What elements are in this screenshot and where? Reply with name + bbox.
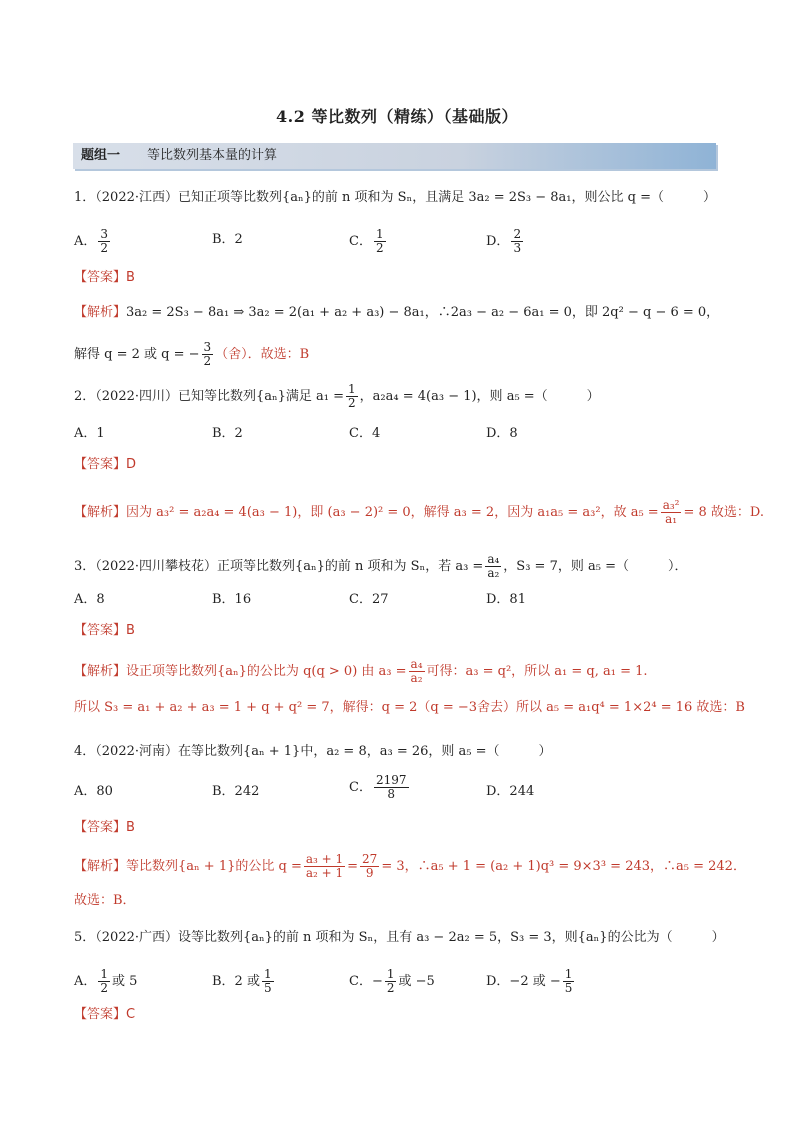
- q4-option-c: C． $\frac{2197}{8}$: [349, 773, 407, 801]
- fraction: $\frac{1}{2}$: [348, 382, 356, 410]
- q5-option-c: C．− $\frac{1}{2}$ 或 −5: [349, 967, 435, 995]
- q1-option-d: D． $\frac{2}{3}$: [486, 227, 522, 255]
- section-header: [73, 143, 716, 169]
- fraction: $\frac{1}{2}$: [386, 967, 395, 995]
- fraction: $\frac{3}{2}$: [203, 340, 212, 368]
- q2-analysis: 【解析】因为 a₃² = a₂a₄ = 4(a₃ − 1)，即 (a₃ − 2)² = 0，解得 a₃ = 2，因为 a₁a₅ = a₃²，故 a₅ = $\frac{\text{a₃²}}{\text{a₁}}$ = 8 故选：D.: [74, 498, 765, 526]
- q2-option-b: B．2: [212, 426, 243, 441]
- q1-analysis-line-2: 解得 q = 2 或 q = − $\frac{3}{2}$ （舍）．故选：B: [74, 340, 310, 368]
- fraction: $\frac{1}{2}$: [375, 227, 384, 255]
- q4-option-b: B．242: [212, 784, 260, 799]
- fraction: $\frac{\text{a₄}}{\text{a₂}}$: [410, 657, 423, 685]
- q4-option-a: A．80: [74, 784, 113, 799]
- fraction: $\frac{2}{3}$: [513, 227, 522, 255]
- fraction: $\frac{1}{5}$: [263, 967, 272, 995]
- q2-answer: 【答案】D: [74, 457, 137, 472]
- fraction: $\frac{2197}{8}$: [375, 773, 407, 801]
- q5-answer: 【答案】C: [74, 1007, 136, 1022]
- section-label: 题组一: [81, 148, 121, 163]
- q5-option-a: A． $\frac{1}{2}$ 或 5: [74, 967, 138, 995]
- q1-option-c: C． $\frac{1}{2}$: [349, 227, 384, 255]
- q1-option-b: B．2: [212, 232, 243, 247]
- question-5-stem: 5．（2022·广西）设等比数列{aₙ}的前 n 项和为 Sₙ，且有 a₃ − 2a₂ = 5，S₃ = 3，则{aₙ}的公比为（ ）: [74, 930, 725, 945]
- page-title: 4.2 等比数列（精练）（基础版）: [276, 107, 518, 126]
- fraction: $\frac{1}{2}$: [100, 967, 109, 995]
- q2-option-a: A．1: [74, 426, 105, 441]
- fraction: $\frac{27}{9}$: [362, 852, 378, 880]
- fraction: $\frac{\text{a₃ + 1}}{\text{a₂ + 1}}$: [305, 852, 344, 880]
- q3-option-c: C．27: [349, 592, 389, 607]
- q3-option-d: D．81: [486, 592, 526, 607]
- question-4-stem: 4．（2022·河南）在等比数列{aₙ + 1}中，a₂ = 8，a₃ = 26，则 a₅ =（ ）: [74, 744, 552, 759]
- fraction: $\frac{1}{5}$: [564, 967, 573, 995]
- q1-answer: 【答案】B: [74, 270, 135, 285]
- question-1-stem: 1．（2022·江西）已知正项等比数列{aₙ}的前 n 项和为 Sₙ，且满足 3a₂ = 2S₃ − 8a₁，则公比 q =（ ）: [74, 190, 716, 205]
- question-3-stem: 3．（2022·四川攀枝花）正项等比数列{aₙ}的前 n 项和为 Sₙ，若 a₃ = $\frac{\text{a₄}}{\text{a₂}}$ ，S₃ = 7，则 a₅ =（ ）．: [74, 552, 688, 580]
- question-2-stem: 2．（2022·四川）已知等比数列{aₙ}满足 a₁ = $\frac{1}{2}$ ，a₂a₄ = 4(a₃ − 1)，则 a₅ =（ ）: [74, 382, 600, 410]
- q2-option-c: C．4: [349, 426, 381, 441]
- q1-analysis-line-1: 【解析】3a₂ = 2S₃ − 8a₁ ⇒ 3a₂ = 2(a₁ + a₂ + a₃) − 8a₁，∴2a₃ − a₂ − 6a₁ = 0，即 2q² − q − 6 = 0，: [74, 305, 720, 320]
- q4-analysis-line-2: 故选：B．: [74, 893, 136, 908]
- section-text: 等比数列基本量的计算: [147, 148, 278, 163]
- q4-analysis-line-1: 【解析】等比数列{aₙ + 1}的公比 q = $\frac{\text{a₃ + 1}}{\text{a₂ + 1}}$ = $\frac{27}{9}$ = 3，∴a₅ + 1 = (a₂ + 1)q³ = 9×3³ = 243，∴a₅ = 242．: [74, 852, 746, 880]
- q3-analysis-line-2: 所以 S₃ = a₁ + a₂ + a₃ = 1 + q + q² = 7，解得：q = 2（q = −3舍去）所以 a₅ = a₁q⁴ = 1×2⁴ = 16 故选：B: [74, 700, 745, 715]
- q4-answer: 【答案】B: [74, 820, 135, 835]
- q3-analysis-line-1: 【解析】设正项等比数列{aₙ}的公比为 q(q > 0) 由 a₃ = $\frac{\text{a₄}}{\text{a₂}}$ 可得：a₃ = q²，所以 a₁ = q, a₁ = 1.: [74, 657, 648, 685]
- fraction: $\frac{\text{a₃²}}{\text{a₁}}$: [662, 498, 680, 526]
- q3-option-a: A．8: [74, 592, 105, 607]
- fraction: $\frac{3}{2}$: [100, 227, 109, 255]
- q1-option-a: A． $\frac{3}{2}$: [74, 227, 109, 255]
- q3-option-b: B．16: [212, 592, 252, 607]
- q4-option-d: D．244: [486, 784, 535, 799]
- q5-option-b: B．2 或 $\frac{1}{5}$: [212, 967, 272, 995]
- q5-option-d: D．−2 或 − $\frac{1}{5}$: [486, 967, 573, 995]
- fraction: $\frac{\text{a₄}}{\text{a₂}}$: [487, 552, 500, 580]
- q2-option-d: D．8: [486, 426, 518, 441]
- q3-answer: 【答案】B: [74, 623, 135, 638]
